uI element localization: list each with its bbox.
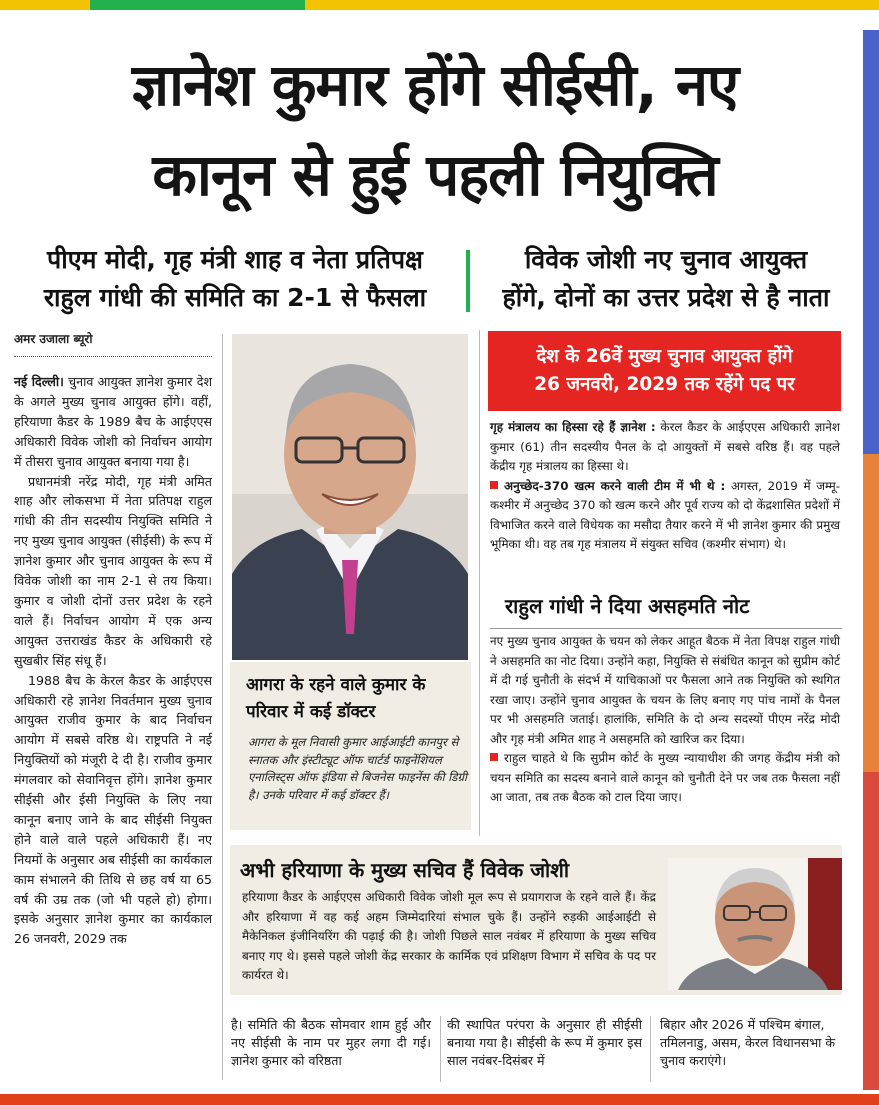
- right-paragraph-3: नए मुख्य चुनाव आयुक्त के चयन को लेकर आहूत बैठक में नेता विपक्ष राहुल गांधी ने असहमति का नोट दिया। उन्होंने कहा, नियुक्ति से संबंधित कानून को सुप्रीम कोर्ट में दी गई चुनौती के संदर्भ में याचिकाओं पर फैसला आने तक नियुक्ति को स्थगित रखा जाए। उन्होंने चुनाव आयुक्त के चयन के लिए बनाए गए पांच नामों के पैनल पर भी असहमति जताई। हालांकि, समिति के दो अन्य सदस्यों पीएम नरेंद्र मोदी और गृह मंत्री अमित शाह ने असहमति को खारिज कर दिया।: [490, 634, 840, 746]
- right-paragraph-2: [490, 477, 840, 555]
- top-color-strip: [0, 0, 879, 10]
- vivek-joshi-heading: अभी हरियाणा के मुख्य सचिव हैं विवेक जोशी: [240, 858, 569, 882]
- red-bullet-icon: [490, 481, 498, 489]
- red-bullet-icon: [490, 753, 498, 761]
- dissent-heading: राहुल गांधी ने दिया असहमति नोट: [505, 594, 750, 618]
- right-column-top: [490, 418, 840, 555]
- column-rule-3: [440, 1016, 441, 1082]
- right-p2-lead: अनुच्छेद-370 खत्म करने वाली टीम में भी थे :: [504, 478, 726, 493]
- bottom-color-line: [0, 1094, 879, 1105]
- portrait-2-illustration: [668, 858, 842, 990]
- vivek-joshi-text: हरियाणा कैडर के आईएएस अधिकारी विवेक जोशी मूल रूप से प्रयागराज के रहने वाले हैं। केंद्र और हरियाणा में वह कई अहम जिम्मेदारियां संभाल चुके हैं। उन्होंने रुड़की आईआईटी से मैकेनिकल इंजीनियरिंग की पढ़ाई की है। जोशी पिछले साल नवंबर में हरियाणा के मुख्य सचिव बनाए गए थे। इससे पहले जोशी केंद्र सरकार के कार्मिक एवं प्रशिक्षण विभाग में सचिव के पद पर कार्यरत थे।: [242, 890, 656, 982]
- headline-line-1: ज्ञानेश कुमार होंगे सीईसी, नए: [131, 51, 739, 119]
- col1-paragraph-2: प्रधानमंत्री नरेंद्र मोदी, गृह मंत्री अमित शाह और लोकसभा में नेता प्रतिपक्ष राहुल गांधी की तीन सदस्यीय नियुक्ति समिति ने नए मुख्य चुनाव आयुक्त (सीईसी) के रूप में ज्ञानेश कुमार और चुनाव आयुक्त के रूप में विवेक जोशी का नाम 2-1 से तय किया। कुमार व जोशी दोनों उत्तर प्रदेश के रहने वाले हैं। निर्वाचन आयोग में एक अन्य आयुक्त उत्तराखंड कैडर के अधिकारी रहे सुखबीर सिंह संधू हैं।: [14, 473, 212, 668]
- col1-paragraph-3: 1988 बैच के केरल कैडर के आईएएस अधिकारी रहे ज्ञानेश निवर्तमान मुख्य चुनाव आयुक्त राजीव कुमार के बाद निर्वाचन आयोग में सबसे वरिष्ठ थे। राष्ट्रपति ने नई नियुक्तियों को मंजूरी दे दी है। राजीव कुमार मंगलवार को सेवानिवृत्त होंगे। ज्ञानेश कुमार सीईसी और ईसी नियुक्ति के लिए नया कानून बनाए जाने के बाद सीईसी नियुक्त होने वाले वाले पहले अधिकारी हैं। नए नियमों के अनुसार अब सीईसी का कार्यकाल काम संभालने की तिथि से छह वर्ष या 65 वर्ष की उम्र तक (जो भी पहले हो) होगा। इसके अनुसार ज्ञानेश कुमार का कार्यकाल 26 जनवरी, 2029 तक: [14, 672, 212, 947]
- col1-p1-text: चुनाव आयुक्त ज्ञानेश कुमार देश के अगले मुख्य चुनाव आयुक्त होंगे। वहीं, हरियाणा कैडर के 1989 बैच के आईएएस अधिकारी विवेक जोशी को निर्वाचन आयोग में तीसरा चुनाव आयुक्त बनाया गया है।: [14, 374, 213, 469]
- column-rule-1: [222, 334, 223, 1080]
- article-column-1: [14, 372, 212, 949]
- bottom-column-3: की स्थापित परंपरा के अनुसार ही सीईसी बनाया गया है। सीईसी के रूप में कुमार इस साल नवंबर-दिसंबर में: [447, 1017, 642, 1068]
- subhead-left-line-1: पीएम मोदी, गृह मंत्री शाह व नेता प्रतिपक्ष: [47, 245, 423, 274]
- right-p2-text: अगस्त, 2019 में जम्मू-कश्मीर में अनुच्छेद 370 को खत्म करने और पूर्व राज्य को दो केंद्रशासित प्रदेशों में विभाजित करने वाले विधेयक का मसौदा तैयार करने में भी ज्ञानेश कुमार की प्रमुख भूमिका थी। वह तब गृह मंत्रालय में संयुक्त सचिव (कश्मीर संभाग) थे।: [490, 478, 840, 551]
- subhead-right-line-2: होंगे, दोनों का उत्तर प्रदेश से है नाता: [502, 283, 830, 312]
- right-paragraph-4: [490, 749, 840, 808]
- portrait-gyanesh-kumar: [232, 334, 468, 660]
- portrait-vivek-joshi: [668, 858, 842, 990]
- subhead-right-line-1: विवेक जोशी नए चुनाव आयुक्त: [524, 245, 808, 274]
- page-headline: [10, 40, 860, 220]
- col1-paragraph-1: [14, 372, 212, 472]
- red-box-line-1: देश के 26वें मुख्य चुनाव आयुक्त होंगे: [536, 346, 793, 367]
- dateline: नई दिल्ली।: [14, 374, 64, 389]
- bottom-column-4: बिहार और 2026 में पश्चिम बंगाल, तमिलनाडु, असम, केरल विधानसभा के चुनाव कराएंगे।: [660, 1017, 836, 1068]
- right-paragraph-1: [490, 418, 840, 477]
- bottom-column-2: है। समिति की बैठक सोमवार शाम हुई और नए सीईसी के नाम पर मुहर लगा दी गई। ज्ञानेश कुमार को वरिष्ठता: [231, 1017, 431, 1068]
- subhead-left-line-2: राहुल गांधी की समिति का 2-1 से फैसला: [43, 283, 427, 312]
- portrait-illustration: [232, 334, 468, 660]
- right-p1-text: केरल कैडर के आईएएस अधिकारी ज्ञानेश कुमार (61) तीन सदस्यीय पैनल के दो आयुक्तों में सबसे वरिष्ठ हैं। वह पहले केंद्रीय गृह मंत्रालय का हिस्सा थे।: [490, 420, 840, 473]
- right-p4-text: राहुल चाहते थे कि सुप्रीम कोर्ट के मुख्य न्यायाधीश की जगह केंद्रीय मंत्री को चयन समिति का सदस्य बनाने वाले कानून को चुनौती देने पर जब तक फैसला नहीं आ जाता, तब तक बैठक को टाल दिया जाए।: [490, 751, 840, 804]
- subhead-divider: [466, 250, 470, 312]
- right-column-bottom: [490, 632, 840, 808]
- caption-text: आगरा के मूल निवासी कुमार आईआईटी कानपुर से स्नातक और इंस्टीट्यूट ऑफ चार्टर्ड फाइनेंशियल एनालिस्ट्स ऑफ इंडिया से बिजनेस फाइनेंस की डिग्री है। उनके परिवार में कई डॉक्टर हैं।: [248, 735, 468, 802]
- column-rule-2: [479, 330, 480, 836]
- subhead-right: [486, 241, 846, 317]
- highlight-red-box: [488, 331, 841, 411]
- right-p1-lead: गृह मंत्रालय का हिस्सा रहे हैं ज्ञानेश :: [490, 420, 656, 434]
- headline-line-2: कानून से हुई पहली नियुक्ति: [152, 141, 718, 209]
- column-rule-4: [650, 1016, 651, 1082]
- caption-title: आगरा के रहने वाले कुमार के परिवार में कई डॉक्टर: [246, 675, 426, 722]
- right-edge-strip: [863, 30, 879, 1090]
- dissent-heading-rule: [490, 628, 842, 629]
- subhead-left: [10, 241, 460, 317]
- byline-rule: [14, 356, 212, 357]
- byline: अमर उजाला ब्यूरो: [14, 332, 93, 346]
- red-box-line-2: 26 जनवरी, 2029 तक रहेंगे पद पर: [534, 374, 795, 395]
